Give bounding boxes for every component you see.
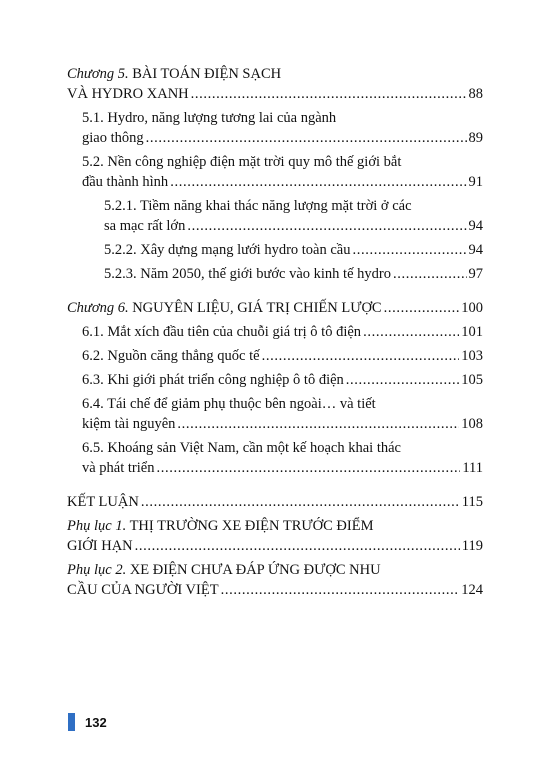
page-ref: 94 <box>468 218 483 234</box>
page-ref: 115 <box>461 494 483 510</box>
page-ref: 89 <box>468 130 483 146</box>
page-ref: 94 <box>468 242 483 258</box>
toc-entry-6-5[interactable] <box>67 438 483 478</box>
toc-entry-6-1[interactable] <box>67 322 483 342</box>
entry-title: 6.4. Tái chế để giảm phụ thuộc bên ngoài… và tiết <box>82 396 376 412</box>
leader-dots <box>156 458 460 478</box>
entry-title: 5.1. Hydro, năng lượng tương lai của ngành <box>82 110 337 126</box>
page-ref: 103 <box>461 348 483 364</box>
entry-title: 5.2.1. Tiềm năng khai thác năng lượng mặt trời ở các <box>104 198 412 214</box>
page-ref: 88 <box>468 86 483 102</box>
leader-dots <box>141 492 460 512</box>
leader-dots <box>135 536 460 556</box>
leader-dots <box>352 240 466 260</box>
toc-entry-5-2-1[interactable] <box>67 196 483 236</box>
leader-dots <box>187 216 466 236</box>
page-ref: 100 <box>461 300 483 316</box>
leader-dots <box>393 264 467 284</box>
entry-title-cont: đầu thành hình <box>82 174 169 190</box>
page-number: 132 <box>85 714 107 730</box>
appendix-title-cont: GIỚI HẠN <box>67 538 133 554</box>
leader-dots <box>191 84 467 104</box>
leader-dots <box>170 172 466 192</box>
page-footer <box>68 713 107 731</box>
page-ref: 91 <box>468 174 483 190</box>
toc-entry-chapter-5[interactable] <box>67 64 483 104</box>
toc-entry-6-2[interactable] <box>67 346 483 366</box>
page-ref: 101 <box>461 324 483 340</box>
toc-entry-conclusion[interactable] <box>67 492 483 512</box>
toc-entry-5-2-2[interactable] <box>67 240 483 260</box>
appendix-title-cont: CẦU CỦA NGƯỜI VIỆT <box>67 582 219 598</box>
toc-entry-6-4[interactable] <box>67 394 483 434</box>
entry-title: 6.5. Khoáng sản Việt Nam, cần một kế hoạch khai thác <box>82 440 401 456</box>
toc-entry-5-2[interactable] <box>67 152 483 192</box>
entry-title: 6.3. Khi giới phát triển công nghiệp ô tô điện <box>82 372 344 388</box>
toc-entry-5-1[interactable] <box>67 108 483 148</box>
entry-title: 5.2.3. Năm 2050, thế giới bước vào kinh tế hydro <box>104 266 391 282</box>
leader-dots <box>346 370 459 390</box>
page-ref: 108 <box>461 416 483 432</box>
leader-dots <box>384 298 460 318</box>
leader-dots <box>177 414 459 434</box>
page-ref: 119 <box>461 538 483 554</box>
appendix-title: XE ĐIỆN CHƯA ĐÁP ỨNG ĐƯỢC NHU <box>129 562 381 578</box>
chapter-title-cont: VÀ HYDRO XANH <box>67 86 189 102</box>
chapter-title: NGUYÊN LIỆU, GIÁ TRỊ CHIẾN LƯỢC <box>132 300 382 316</box>
page-ref: 124 <box>461 582 483 598</box>
leader-dots <box>262 346 460 366</box>
entry-title: 6.2. Nguồn căng thẳng quốc tế <box>82 348 260 364</box>
toc-entry-5-2-3[interactable] <box>67 264 483 284</box>
table-of-contents <box>67 64 483 604</box>
entry-title-cont: giao thông <box>82 130 144 146</box>
entry-title-cont: kiệm tài nguyên <box>82 416 176 432</box>
entry-title: 5.2.2. Xây dựng mạng lưới hydro toàn cầu <box>104 242 351 258</box>
toc-entry-appendix-1[interactable] <box>67 516 483 556</box>
entry-title-cont: sa mạc rất lớn <box>104 218 186 234</box>
entry-title: 5.2. Nền công nghiệp điện mặt trời quy mô thế giới bắt <box>82 154 402 170</box>
entry-title-cont: và phát triển <box>82 460 155 476</box>
chapter-prefix: Chương 5. <box>67 66 129 82</box>
appendix-prefix: Phụ lục 2. <box>67 562 127 578</box>
leader-dots <box>221 580 460 600</box>
page-ref: 97 <box>468 266 483 282</box>
chapter-title: BÀI TOÁN ĐIỆN SẠCH <box>132 66 282 82</box>
leader-dots <box>363 322 459 342</box>
page-ref: 111 <box>462 460 483 476</box>
entry-title: 6.1. Mắt xích đầu tiên của chuỗi giá trị ô tô điện <box>82 324 362 340</box>
toc-entry-appendix-2[interactable] <box>67 560 483 600</box>
appendix-title: THỊ TRƯỜNG XE ĐIỆN TRƯỚC ĐIỂM <box>129 518 374 534</box>
toc-entry-6-3[interactable] <box>67 370 483 390</box>
leader-dots <box>146 128 467 148</box>
appendix-prefix: Phụ lục 1. <box>67 518 127 534</box>
toc-entry-chapter-6[interactable] <box>67 298 483 318</box>
page-marker-bar <box>68 713 75 731</box>
page-ref: 105 <box>461 372 483 388</box>
entry-title: KẾT LUẬN <box>67 494 139 510</box>
chapter-prefix: Chương 6. <box>67 300 129 316</box>
